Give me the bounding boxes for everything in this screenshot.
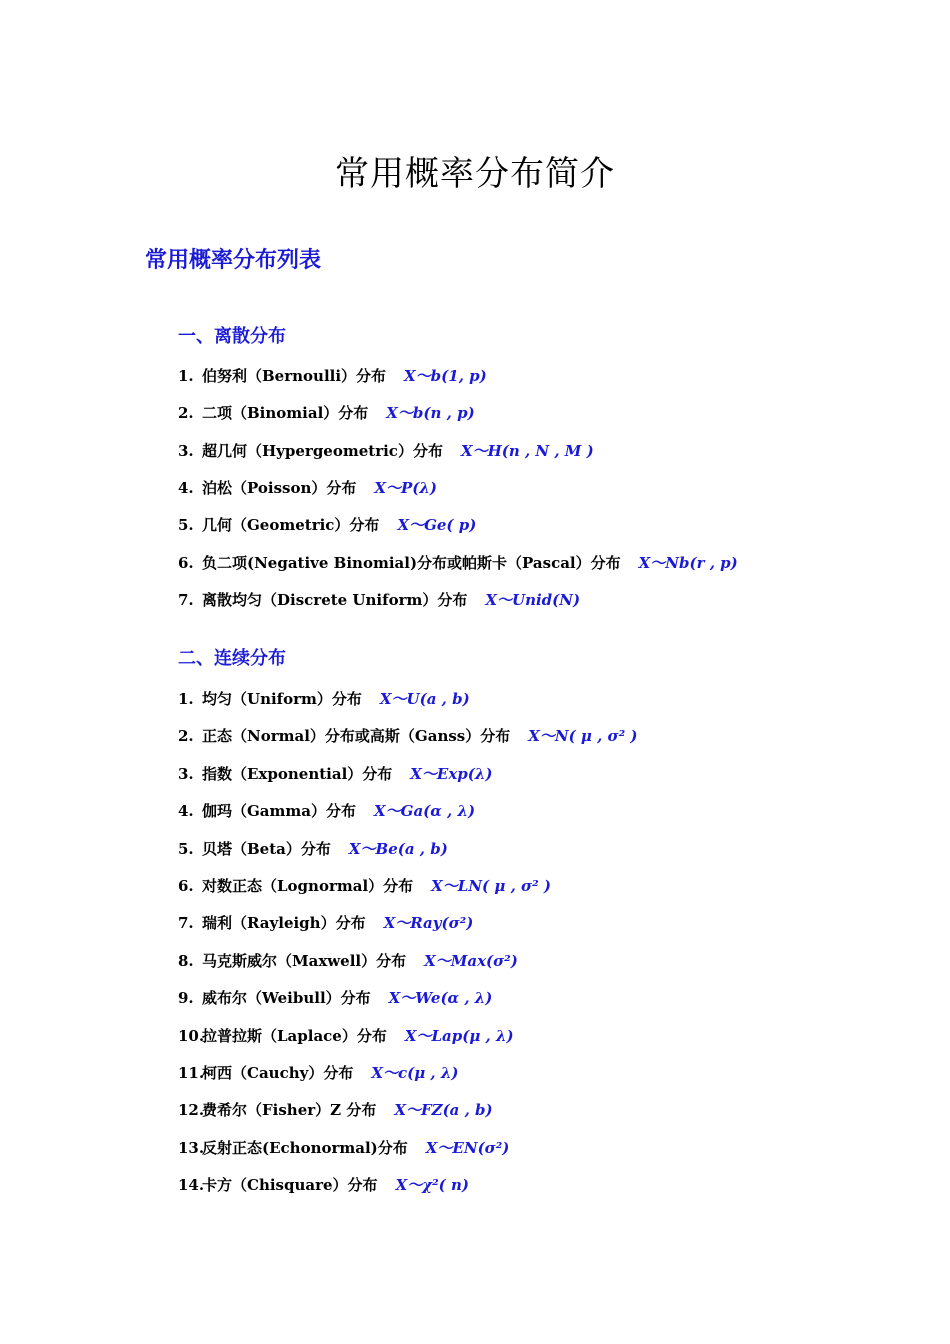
item-number: 9. [178,989,194,1007]
item-text: 超几何（Hypergeometric）分布 [202,442,443,460]
list-item [178,589,580,611]
item-formula: X～H(n , N , M ) [460,442,594,460]
item-number: 14. [178,1176,205,1194]
item-number: 4. [178,802,194,820]
list-item [178,477,437,499]
item-formula: X～Max(σ²) [424,952,518,970]
item-formula: X～c(μ , λ) [371,1064,459,1082]
item-text: 负二项(Negative Binomial)分布或帕斯卡（Pascal）分布 [202,554,621,572]
item-number: 1. [178,367,194,385]
list-item [178,1137,509,1159]
item-number: 12. [178,1101,205,1119]
item-text: 威布尔（Weibull）分布 [202,989,371,1007]
list-item [178,440,594,462]
page-title: 常用概率分布简介 [335,154,615,194]
item-formula: X～P(λ) [374,479,438,497]
list-item [178,1025,514,1047]
item-formula: X～We(α , λ) [388,989,493,1007]
list-item [178,552,738,574]
item-number: 10. [178,1027,205,1045]
item-number: 6. [178,877,194,895]
item-formula: X～Unid(N) [485,591,581,609]
distribution-list-heading: 常用概率分布列表 [145,248,322,273]
item-text: 卡方（Chisquare）分布 [202,1176,378,1194]
item-number: 3. [178,442,194,460]
item-number: 3. [178,765,194,783]
item-formula: X～Ga(α , λ) [374,802,476,820]
item-text: 反射正态(Echonormal)分布 [202,1139,408,1157]
item-text: 指数（Exponential）分布 [202,765,393,783]
item-text: 均匀（Uniform）分布 [202,690,362,708]
section-heading-continuous: 二、连续分布 [178,648,286,669]
item-formula: X～b(1, p) [404,367,487,385]
list-item [178,987,492,1009]
item-text: 费希尔（Fisher）Z 分布 [202,1101,377,1119]
item-number: 1. [178,690,194,708]
item-number: 7. [178,914,194,932]
item-formula: X～χ²( n) [395,1176,469,1194]
item-formula: X～Ge( p) [397,516,477,534]
list-item [178,514,476,536]
list-item [178,1099,493,1121]
item-text: 柯西（Cauchy）分布 [202,1064,354,1082]
item-number: 11. [178,1064,205,1082]
item-formula: X～Lap(μ , λ) [404,1027,514,1045]
list-item [178,1174,469,1196]
item-text: 泊松（Poisson）分布 [202,479,357,497]
section-heading-discrete: 一、离散分布 [178,326,286,347]
list-item [178,402,475,424]
list-item [178,875,551,897]
item-number: 8. [178,952,194,970]
list-item [178,365,487,387]
list-item [178,763,493,785]
item-formula: X～Be(a , b) [348,840,448,858]
item-text: 贝塔（Beta）分布 [202,840,331,858]
item-text: 拉普拉斯（Laplace）分布 [202,1027,387,1045]
item-text: 正态（Normal）分布或高斯（Ganss）分布 [202,727,511,745]
list-item [178,950,518,972]
item-formula: X～Ray(σ²) [383,914,474,932]
item-text: 瑞利（Rayleigh）分布 [202,914,366,932]
item-number: 13. [178,1139,205,1157]
item-number: 5. [178,840,194,858]
item-formula: X～U(a , b) [379,690,470,708]
item-number: 2. [178,727,194,745]
item-formula: X～FZ(a , b) [394,1101,493,1119]
item-text: 伯努利（Bernoulli）分布 [202,367,387,385]
list-item [178,1062,458,1084]
item-text: 二项（Binomial）分布 [202,404,369,422]
item-text: 几何（Geometric）分布 [202,516,380,534]
item-number: 5. [178,516,194,534]
item-number: 2. [178,404,194,422]
item-text: 马克斯威尔（Maxwell）分布 [202,952,407,970]
list-item [178,912,473,934]
item-text: 伽玛（Gamma）分布 [202,802,356,820]
item-formula: X～Exp(λ) [410,765,493,783]
item-text: 离散均匀（Discrete Uniform）分布 [202,591,468,609]
list-item [178,688,470,710]
item-formula: X～b(n , p) [386,404,475,422]
item-formula: X～EN(σ²) [425,1139,510,1157]
item-number: 6. [178,554,194,572]
item-formula: X～LN( μ , σ² ) [431,877,551,895]
item-formula: X～N( μ , σ² ) [528,727,638,745]
list-item [178,725,638,747]
item-number: 7. [178,591,194,609]
list-item [178,838,448,860]
item-formula: X～Nb(r , p) [638,554,738,572]
item-number: 4. [178,479,194,497]
list-item [178,800,475,822]
item-text: 对数正态（Lognormal）分布 [202,877,414,895]
